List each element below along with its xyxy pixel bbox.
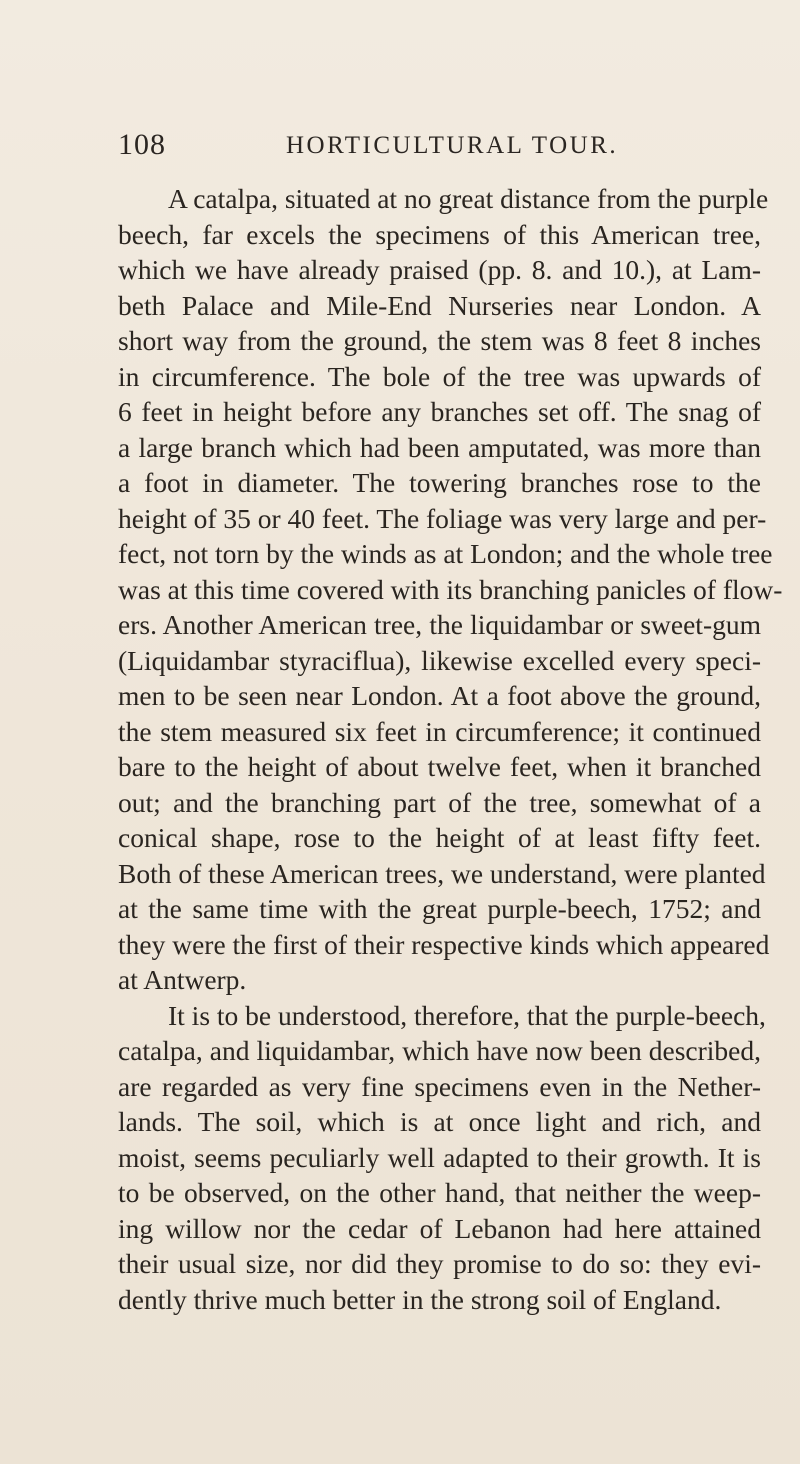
text-line: ing willow nor the cedar of Lebanon had here attained: [118, 1212, 761, 1244]
text-line: height of 35 or 40 feet. The foliage was very large and per-: [118, 502, 767, 534]
text-line: was at this time covered with its branching panicles of flow-: [118, 573, 783, 605]
text-line: conical shape, rose to the height of at least fifty feet.: [118, 822, 761, 853]
running-head: HORTICULTURAL TOUR.: [286, 132, 619, 159]
text-line: fect, not torn by the winds as at London; and the whole tree: [118, 538, 773, 569]
page-number: 108: [118, 128, 166, 161]
text-line: lands. The soil, which is at once light and rich, and: [118, 1106, 761, 1137]
text-line: 6 feet in height before any branches set off. The snag of: [118, 396, 761, 427]
text-line: a large branch which had been amputated, was more than: [118, 431, 761, 463]
text-line: A catalpa, situated at no great distance from the purple: [168, 183, 769, 214]
text-line: out; and the branching part of the tree, somewhat of a: [118, 786, 761, 818]
text-line: at the same time with the great purple-beech, 1752; and: [118, 893, 761, 924]
text-line: catalpa, and liquidambar, which have now been described,: [118, 1035, 761, 1066]
page-header: [118, 128, 698, 168]
text-line: beech, far excels the specimens of this American tree,: [118, 218, 761, 250]
text-line: they were the first of their respective kinds which appeared: [118, 928, 770, 960]
text-line: dently thrive much better in the strong soil of England.: [118, 1283, 722, 1315]
text-line: (Liquidambar styraciflua), likewise excelled every speci-: [118, 644, 761, 676]
text-line: men to be seen near London. At a foot above the ground,: [118, 680, 761, 711]
text-line: to be observed, on the other hand, that neither the weep-: [118, 1177, 761, 1208]
text-line: a foot in diameter. The towering branches rose to the: [118, 467, 761, 498]
text-line: are regarded as very fine specimens even in the Nether-: [118, 1070, 761, 1102]
text-line: moist, seems peculiarly well adapted to their growth. It is: [118, 1141, 761, 1173]
text-line: their usual size, nor did they promise to do so: they evi-: [118, 1248, 761, 1279]
text-line: at Antwerp.: [118, 964, 247, 995]
text-line: bare to the height of about twelve feet, when it branched: [118, 751, 761, 782]
text-line: beth Palace and Mile-End Nurseries near London. A: [118, 289, 761, 321]
text-line: Both of these American trees, we understand, were planted: [118, 857, 766, 889]
text-line: ers. Another American tree, the liquidambar or sweet-gum: [118, 609, 761, 640]
text-line: It is to be understood, therefore, that the purple-beech,: [168, 999, 766, 1031]
text-line: short way from the ground, the stem was 8 feet 8 inches: [118, 325, 761, 356]
text-line: the stem measured six feet in circumference; it continued: [118, 715, 761, 747]
text-line: which we have already praised (pp. 8. and 10.), at Lam-: [118, 254, 761, 285]
text-line: in circumference. The bole of the tree was upwards of: [118, 360, 761, 392]
